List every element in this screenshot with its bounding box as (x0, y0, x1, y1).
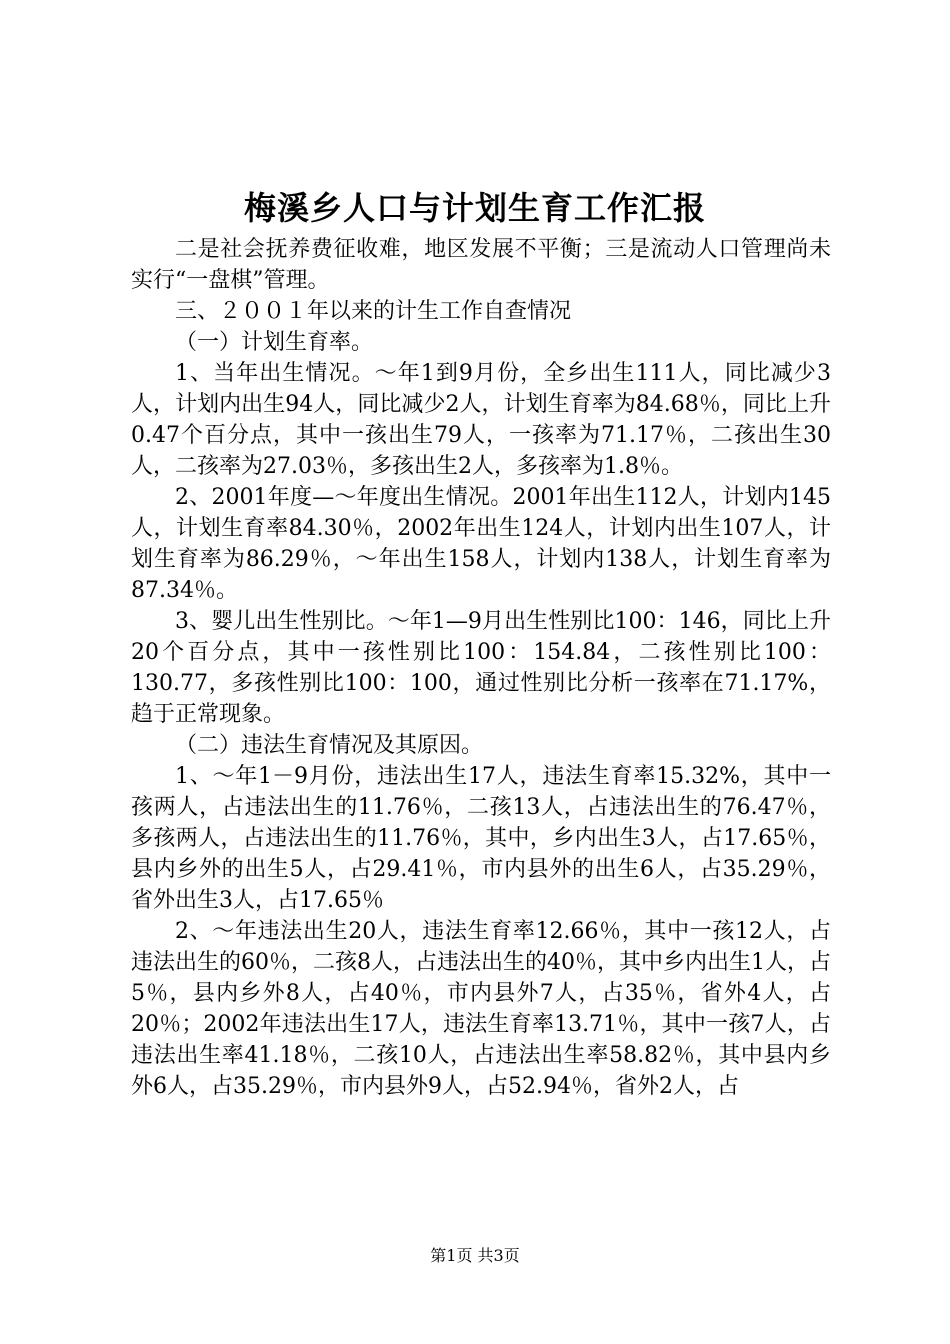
paragraph: 1、当年出生情况。～年1到9月份，全乡出生111人，同比减少3人，计划内出生94人，同比减少2人，计划生育率为84.68％，同比上升0.47个百分点，其中一孩出生79人，一孩率为71.17％，二孩出生30人，二孩率为27.03％，多孩出生2人，多孩率为1.8％。 (131, 361, 831, 479)
page-number: 第1页 共3页 (430, 1246, 520, 1265)
paragraph: 3、婴儿出生性别比。～年1—9月出生性别比100：146，同比上升20个百分点，其中一孩性别比100：154.84，二孩性别比100：130.77，多孩性别比100：100，通过性别比分析一孩率在71.17%，趋于正常现象。 (131, 609, 831, 727)
document-body (131, 234, 831, 1102)
paragraph: 二是社会抚养费征收难，地区发展不平衡；三是流动人口管理尚未实行“一盘棋”管理。 (131, 237, 831, 293)
paragraph: 2、～年违法出生20人，违法生育率12.66％，其中一孩12人，占违法出生的60％，二孩8人，占违法出生的40％，其中乡内出生1人，占5％，县内乡外8人，占40％，市内县外7人，占35％，省外4人，占20％；2002年违法出生17人，违法生育率13.71％，其中一孩7人，占违法出生率41.18％，二孩10人，占违法出生率58.82％，其中县内乡外6人，占35.29％，市内县外9人，占52.94％，省外2人，占 (131, 919, 831, 1099)
paragraph: 2、2001年度—～年度出生情况。2001年出生112人，计划内145人，计划生育率84.30％，2002年出生124人，计划内出生107人，计划生育率为86.29％，～年出生158人，计划内138人，计划生育率为87.34％。 (131, 485, 831, 603)
section-heading: 三、２００１年以来的计生工作自查情况 (175, 299, 572, 324)
document-title: 梅溪乡人口与计划生育工作汇报 (243, 189, 706, 227)
paragraph: 1、～年1－9月份，违法出生17人，违法生育率15.32%，其中一孩两人，占违法出生的11.76％，二孩13人，占违法出生的76.47％，多孩两人，占违法出生的11.76％，其中，乡内出生3人，占17.65％，县内乡外的出生5人，占29.41％，市内县外的出生6人，占35.29％，省外出生3人，占17.65％ (131, 764, 831, 913)
subsection-heading: （一）计划生育率。 (175, 330, 374, 355)
subsection-heading: （二）违法生育情况及其原因。 (175, 733, 484, 758)
